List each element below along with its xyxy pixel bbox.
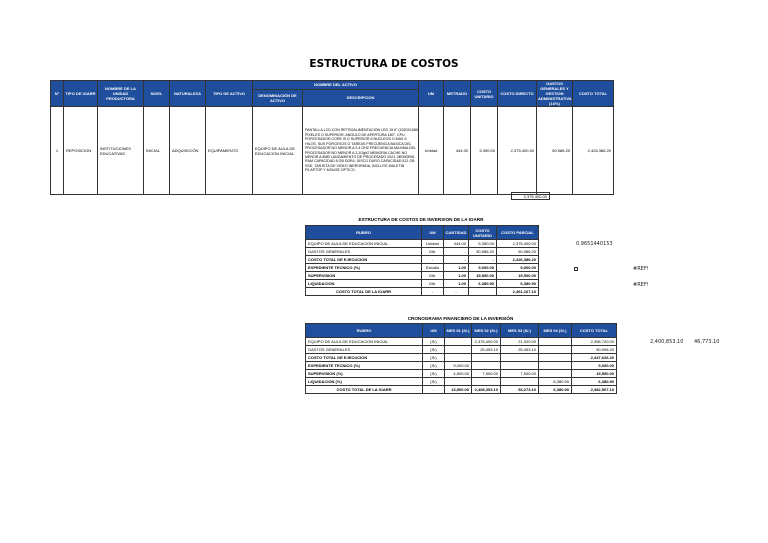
header-descripcion: DESCRIPCION (303, 89, 419, 106)
cro-cell-m2: 7,500.00 (472, 370, 501, 378)
inv-total-value: 2,461,167.10 (497, 288, 539, 296)
inv-cell-parcial: 19,500.00 (497, 272, 539, 280)
cro-cell-um: (S/) (423, 370, 445, 378)
inv-cell-um: Glb. (422, 248, 444, 256)
inv-cell-rubro: EXPEDIENTE TECNICO (%) (306, 264, 422, 272)
inv-cell-cantidad: 1.00 (444, 272, 469, 280)
header-denominacion: DENOMINACIÓN DE ACTIVO (253, 89, 303, 106)
inv-cell-rubro: EQUIPO DE AULA DE EDUCACION INICIAL (306, 240, 422, 248)
cro-cell-m1 (445, 378, 472, 386)
cell-um: Unidad (419, 107, 444, 195)
cro-total-m1: 13,500.00 (445, 386, 472, 394)
table-row (306, 338, 617, 346)
header-nombre-activo: NOMBRE DEL ACTIVO (253, 81, 419, 90)
cro-cell-m3 (501, 354, 539, 362)
header-gastos-generales: GASTOS GENERALES Y GESTION ADMINISTRATIVA (16%) (538, 81, 572, 106)
inv-cell-um: Glb. (422, 280, 444, 288)
cro-cell-total: 19,500.00 (572, 370, 617, 378)
inv-cell-unitario: 5,350.00 (469, 240, 497, 248)
inv-side-value: 0.9651440153 (576, 241, 613, 247)
cronograma-title: CRONOGRAMA FINANCIERO DE LA INVERSIÓN (407, 316, 514, 321)
inv-cell-rubro: LIQUIDACION (306, 280, 422, 288)
cell-denominacion: EQUIPO DE AULA DE EDUCACION INICIAL (253, 107, 303, 195)
cro-cell-um: (S/) (423, 346, 445, 354)
header-tipo: TIPO DE IOARR (64, 81, 98, 107)
header-costo-total: COSTO TOTAL (573, 81, 614, 107)
inv-cell-parcial: 6,380.90 (497, 280, 539, 288)
cro-cell-m4 (539, 362, 572, 370)
table-row (51, 107, 614, 195)
cro-cell-um: (S/) (423, 338, 445, 346)
cro-header-mes1: MES 01 (S/.) (445, 324, 472, 338)
cro-cell-total: 2,447,626.20 (572, 354, 617, 362)
cro-header-rubro: RUBRO (306, 324, 423, 338)
inv-cell-parcial: 50,986.20 (497, 248, 539, 256)
inv-cell-cantidad: 1.00 (444, 280, 469, 288)
inv-header-parcial: COSTO PARCIAL (497, 226, 539, 240)
table-row (306, 248, 539, 256)
cell-tipo-activo: EQUIPAMIENTO (206, 107, 253, 195)
table-row (306, 264, 539, 272)
cro-total-m3: 54,273.10 (501, 386, 539, 394)
inv-total-cantidad: - (444, 288, 469, 296)
inv-header-rubro: RUBRO (306, 226, 422, 240)
ref-error-1: #REF! (633, 266, 649, 272)
cro-cell-m2 (472, 378, 501, 386)
cell-n: 1 (51, 107, 64, 195)
inv-cell-cantidad: 444.00 (444, 240, 469, 248)
inv-total-label: COSTO TOTAL DE LA IOARR (306, 288, 422, 296)
inv-cell-rubro: GASTOS GENERALES (306, 248, 422, 256)
inv-cell-cantidad: - (444, 248, 469, 256)
cro-cell-m1: 4,500.00 (445, 370, 472, 378)
main-cost-table (50, 80, 614, 195)
cro-cell-rubro: COSTO TOTAL DE EJECUCION (306, 354, 423, 362)
table-row (306, 280, 539, 288)
cro-header-mes4: MES 04 (S/.) (539, 324, 572, 338)
header-metrado: METRADO (444, 81, 471, 107)
cro-cell-m1 (445, 346, 472, 354)
cro-cell-m4 (539, 346, 572, 354)
inv-header-um: UM (422, 226, 444, 240)
cro-total-um: - (423, 386, 445, 394)
cell-nombre-unidad: INSTITUCIONES EDUCATIVAS (98, 107, 144, 195)
inv-cell-unitario: - (469, 256, 497, 264)
cro-cell-m4 (539, 338, 572, 346)
cell-metrado: 444.00 (444, 107, 471, 195)
cro-cell-m1: 9,000.00 (445, 362, 472, 370)
cell-tipo: REPOSICION (64, 107, 98, 195)
inversion-title: ESTRUCTURA DE COSTOS DE INVERSION DE LA IOARR (358, 217, 484, 222)
cro-total-value: 2,482,507.10 (572, 386, 617, 394)
cro-cell-total: 9,000.00 (572, 362, 617, 370)
header-tipo-activo: TIPO DE ACTIVO (206, 81, 253, 107)
inv-cell-cantidad: 1.00 (444, 264, 469, 272)
inversion-table (305, 225, 539, 296)
inv-header-unitario: COSTO UNITARIO (469, 226, 497, 240)
cro-cell-m4 (539, 354, 572, 362)
inv-cell-um: Estudio (422, 264, 444, 272)
cell-costo-directo: 2,375,400.00 (498, 107, 537, 195)
cro-cell-rubro: EQUIPO DE AULA DE EDUCACION INICIAL (306, 338, 423, 346)
cro-cell-m2 (472, 354, 501, 362)
cro-cell-m3 (501, 378, 539, 386)
inv-cell-rubro: COSTO TOTAL DE EJECUCION (306, 256, 422, 264)
checkbox-marker (574, 267, 578, 271)
cro-cell-m3: 25,453.10 (501, 346, 539, 354)
cro-total-m2: 2,408,353.10 (472, 386, 501, 394)
table-row (306, 346, 617, 354)
header-costo-unitario: COSTO UNITARIO (471, 81, 498, 107)
header-naturaleza: NATURALEZA (170, 81, 206, 107)
cro-cell-total: 6,380.90 (572, 378, 617, 386)
inv-total-row (306, 288, 539, 296)
cro-cell-um: (S/) (423, 362, 445, 370)
cro-cell-m3: 21,320.00 (501, 338, 539, 346)
cro-cell-um: (S/) (423, 378, 445, 386)
table-row (306, 378, 617, 386)
cro-side-value-1: 2,400,853.10 (650, 339, 684, 345)
sum-below-cell: 2,375,400.00 (511, 192, 550, 200)
cro-cell-m2: 2,375,400.00 (472, 338, 501, 346)
cell-naturaleza: ADQUISICIÓN (170, 107, 206, 195)
table-row (306, 256, 539, 264)
header-n: N° (51, 81, 64, 107)
inv-total-unitario (469, 288, 497, 296)
cro-cell-um: (S/) (423, 354, 445, 362)
inv-cell-um: - (422, 256, 444, 264)
cro-cell-m3: 7,500.00 (501, 370, 539, 378)
page-title: ESTRUCTURA DE COSTOS (309, 58, 459, 70)
inv-cell-unitario: 9,000.00 (469, 264, 497, 272)
cro-cell-total: 50,906.20 (572, 346, 617, 354)
cro-cell-rubro: SUPERVISION (%) (306, 370, 423, 378)
cronograma-table (305, 323, 617, 394)
inv-total-um: - (422, 288, 444, 296)
cro-cell-m4: 6,380.90 (539, 378, 572, 386)
inv-cell-um: Glb. (422, 272, 444, 280)
cro-total-label: COSTO TOTAL DE LA IOARR (306, 386, 423, 394)
cro-cell-m2 (472, 362, 501, 370)
inv-cell-parcial: 9,000.00 (497, 264, 539, 272)
inv-header-cantidad: CANTIDAD (444, 226, 469, 240)
inv-cell-cantidad: - (444, 256, 469, 264)
header-nombre-unidad: NOMBRE DE LA UNIDAD PRODUCTORA (98, 81, 144, 107)
cell-descripcion: PANTALLA LCD CON RETROALIMENTACION LED 15.6" (1920X1080 PIXELES O SUPERIOR, ANGULO DE APERTURA 180°, CPU PORCESADOR CORE I5 O SUPERIOR 6 NUCLEOS O MAS 6 HILOS, SUS PORCESOS O TAREAS FRECUENCIA BASICA DEL PROCESADOR NO MENOR A 2.4 GHZ FRECUENCIA MAXIMA DEL PROCESADOR NO MENOR A 3.1Ggh2 MEMORIA CACHE NO MENOR A 8MB LANZAMIENTO DE PROCESADO 2021, MEMORIA RAM CAPACIDAD 8 GB DDR4, DISCO DURO CAPACIDAD 512 GB SSD, TARJETA DE VIDEO INERGRADA, INCLUYE MALETIN P/LAPTOP Y MOUSE OPTICO. (303, 107, 419, 195)
inv-cell-unitario: 6,380.90 (469, 280, 497, 288)
inv-cell-rubro: SUPERVISION (306, 272, 422, 280)
cro-header-total: COSTO TOTAL (572, 324, 617, 338)
ref-error-2: #REF! (633, 282, 649, 288)
cro-cell-m2: 25,453.10 (472, 346, 501, 354)
cro-header-mes3: MES 03 (S/.) (501, 324, 539, 338)
table-row (306, 272, 539, 280)
cro-cell-m3 (501, 362, 539, 370)
header-um: UM (419, 81, 444, 107)
table-row (306, 354, 617, 362)
cell-nivel: INICIAL (144, 107, 170, 195)
cell-costo-total: 2,426,386.20 (573, 107, 614, 195)
cro-cell-rubro: EXPEDIENTE TECNICO (%) (306, 362, 423, 370)
inv-cell-parcial: 2,426,386.20 (497, 256, 539, 264)
cell-gastos-generales: 50,986.20 (537, 107, 573, 195)
table-row (306, 240, 539, 248)
header-costo-directo: COSTO DIRECTO (498, 81, 537, 107)
cro-total-m4: 6,380.90 (539, 386, 572, 394)
cro-header-mes2: MES 02 (S/.) (472, 324, 501, 338)
inv-cell-unitario: 50,986.20 (469, 248, 497, 256)
table-row (306, 370, 617, 378)
inv-cell-parcial: 2,375,400.00 (497, 240, 539, 248)
inv-cell-unitario: 19,500.00 (469, 272, 497, 280)
cro-cell-rubro: LIQUIDACION (%) (306, 378, 423, 386)
table-row (306, 362, 617, 370)
cro-total-row (306, 386, 617, 394)
cro-side-value-2: 46,773.10 (694, 339, 720, 345)
cro-cell-rubro: GASTOS GENERALES (306, 346, 423, 354)
header-nivel: NIVEL (144, 81, 170, 107)
cell-costo-unitario: 5,350.00 (471, 107, 498, 195)
cro-header-um: UM (423, 324, 445, 338)
inv-cell-um: Unidad (422, 240, 444, 248)
cro-cell-m4 (539, 370, 572, 378)
cro-cell-m1 (445, 354, 472, 362)
cro-cell-total: 2,396,720.00 (572, 338, 617, 346)
cro-cell-m1 (445, 338, 472, 346)
